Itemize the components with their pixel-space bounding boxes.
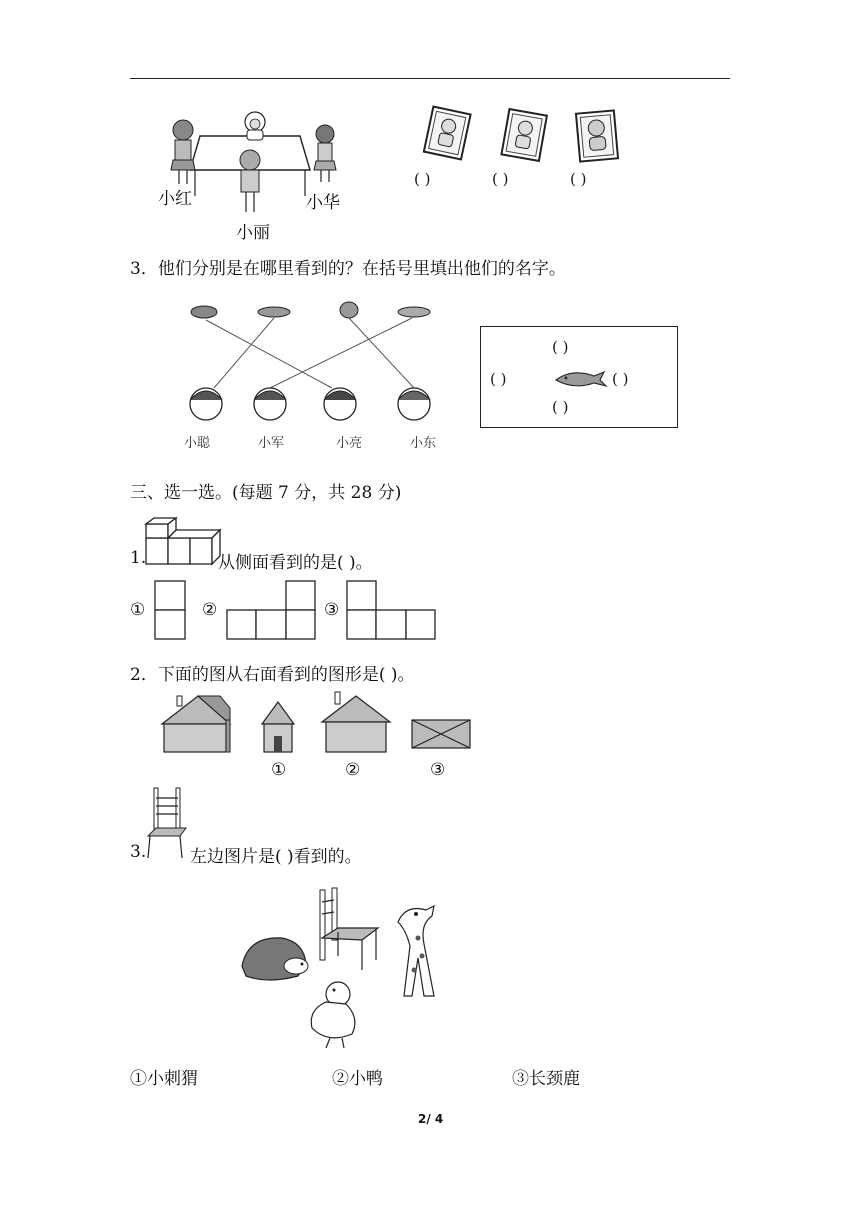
house-views-figure: [160, 690, 472, 758]
monkey-photo-frames: [420, 104, 640, 168]
frame-answer-blank-2[interactable]: ( ): [492, 170, 509, 188]
kid-label-2: 小军: [258, 436, 285, 451]
animals-around-chair-illustration: [238, 884, 470, 1052]
s3-q3-text: 左边图片是( )看到的。: [190, 847, 362, 867]
name-label-bottom: 小丽: [236, 223, 270, 243]
dolphin-blank-bottom[interactable]: ( ): [552, 398, 569, 416]
header-rule: [130, 78, 730, 79]
dolphin-views-illustration: [182, 296, 442, 426]
dolphin-blank-right[interactable]: ( ): [612, 370, 629, 388]
q3-question: 3．他们分别是在哪里看到的？在括号里填出他们的名字。: [130, 259, 566, 279]
kid-label-4: 小东: [410, 436, 437, 451]
s3-q2-option-3-label[interactable]: ③: [430, 760, 446, 780]
page-number: 2/ 4: [418, 1112, 444, 1126]
s3-q3-number: 3.: [130, 842, 147, 862]
s3-q1-option-3-label[interactable]: ③: [324, 600, 340, 620]
frame-answer-blank-3[interactable]: ( ): [570, 170, 587, 188]
name-label-left: 小红: [158, 189, 192, 209]
name-label-right: 小华: [306, 193, 340, 213]
s3-q1-number: 1.: [130, 548, 147, 568]
s3-q2-text: 2．下面的图从右面看到的图形是( )。: [130, 665, 415, 685]
dolphin-blank-top[interactable]: ( ): [552, 338, 569, 356]
chair-side-view-icon: [146, 786, 188, 860]
dolphin-blank-left[interactable]: ( ): [490, 370, 507, 388]
cube-stack-figure: [144, 516, 220, 568]
s3-q1-option-2-label[interactable]: ②: [202, 600, 218, 620]
s3-q1-option-1-label[interactable]: ①: [130, 600, 146, 620]
section3-heading: 三、选一选。(每题 7 分，共 28 分): [130, 483, 402, 503]
s3-q3-choice-3[interactable]: ③长颈鹿: [512, 1069, 580, 1089]
s3-q1-option-2-figure: [226, 580, 316, 640]
frame-answer-blank-1[interactable]: ( ): [414, 170, 431, 188]
kid-label-1: 小聪: [184, 436, 211, 451]
s3-q1-option-3-figure: [346, 580, 436, 640]
s3-q2-option-1-label[interactable]: ①: [271, 760, 287, 780]
dolphin-icon: [552, 366, 608, 392]
s3-q3-choice-1[interactable]: ①小刺猬: [130, 1069, 198, 1089]
kid-label-3: 小亮: [336, 436, 363, 451]
s3-q3-choice-2[interactable]: ②小鸭: [332, 1069, 383, 1089]
s3-q1-text: 从侧面看到的是( )。: [218, 553, 373, 573]
s3-q1-option-1-figure: [154, 580, 186, 640]
s3-q2-option-2-label[interactable]: ②: [345, 760, 361, 780]
